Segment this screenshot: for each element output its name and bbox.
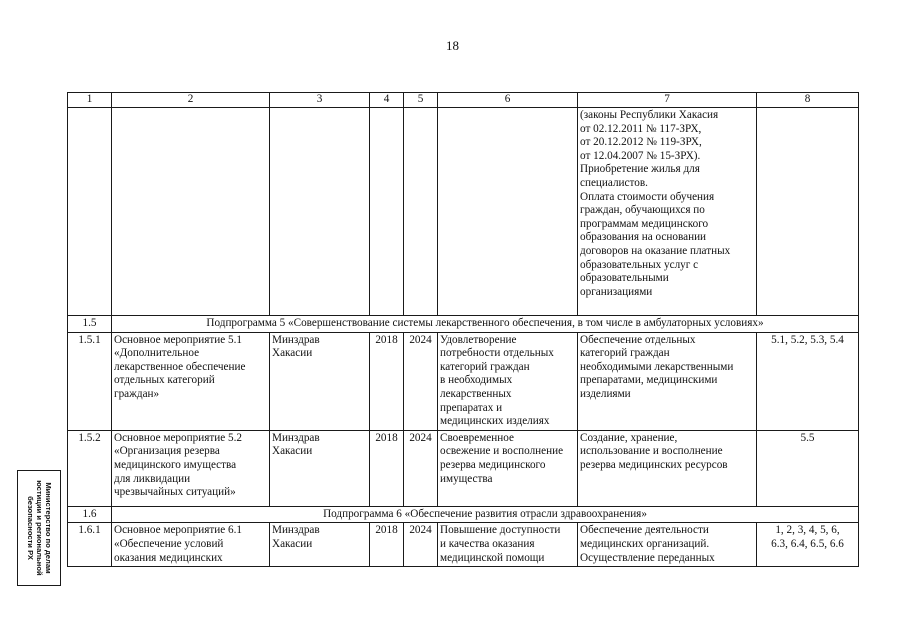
row-number: 1.5.1: [68, 332, 112, 430]
start-year: 2018: [370, 523, 404, 567]
measures-table: [67, 92, 859, 567]
end-year: 2024: [404, 430, 438, 506]
executor: Минздрав Хакасии: [272, 524, 320, 550]
stamp-text: Министерство по делам юстиции и региональной безопасности РХ: [25, 480, 53, 576]
indicator-links: 5.5: [757, 430, 859, 506]
indicator-links: 1, 2, 3, 4, 5, 6, 6.3, 6.4, 6.5, 6.6: [771, 524, 844, 550]
expected-result: Повышение доступности и качества оказания медицинской помощи: [440, 524, 561, 564]
column-number: 4: [370, 93, 404, 108]
subprogram-title: Подпрограмма 6 «Обеспечение развития отрасли здравоохранения»: [112, 506, 859, 523]
column-number: 6: [438, 93, 578, 108]
executor: Минздрав Хакасии: [272, 333, 320, 360]
column-number: 3: [270, 93, 370, 108]
end-year: 2024: [404, 332, 438, 430]
executor: Минздрав Хакасии: [272, 431, 320, 458]
row-number: 1.5.2: [68, 430, 112, 506]
indicator-links: 5.1, 5.2, 5.3, 5.4: [757, 332, 859, 430]
end-year: 2024: [404, 523, 438, 567]
subprogram-number: 1.6: [68, 506, 112, 523]
start-year: 2018: [370, 332, 404, 430]
main-directions: Создание, хранение, использование и восполнение резерва медицинских ресурсов: [580, 431, 728, 471]
subprogram-row: [68, 506, 859, 523]
event-name: Основное мероприятие 5.2 «Организация резерва медицинского имущества для ликвидации чрезвычайных ситуаций»: [114, 431, 242, 499]
subprogram-title: Подпрограмма 5 «Совершенствование системы лекарственного обеспечения, в том числе в амбулаторных условиях»: [112, 316, 859, 333]
start-year: 2018: [370, 430, 404, 506]
row-number: 1.6.1: [68, 523, 112, 567]
subprogram-number: 1.5: [68, 316, 112, 333]
column-number: 2: [112, 93, 270, 108]
column-number: 8: [757, 93, 859, 108]
page-number: 18: [446, 38, 459, 53]
table-row: [68, 430, 859, 506]
expected-result: Своевременное освежение и восполнение резерва медицинского имущества: [440, 431, 564, 485]
event-name: Основное мероприятие 5.1 «Дополнительное лекарственное обеспечение отдельных категорий граждан»: [114, 333, 246, 400]
subprogram-row: [68, 316, 859, 333]
column-number-row: [68, 93, 859, 108]
event-name: Основное мероприятие 6.1 «Обеспечение условий оказания медицинских: [114, 524, 242, 564]
table-row: [68, 523, 859, 567]
main-directions: Обеспечение деятельности медицинских организаций. Осуществление переданных: [580, 524, 715, 564]
column-number: 5: [404, 93, 438, 108]
registration-stamp: [17, 470, 61, 586]
table-row: [68, 332, 859, 430]
column-number: 7: [578, 93, 757, 108]
column-number: 1: [68, 93, 112, 108]
continuation-directions-text: (законы Республики Хакасия от 02.12.2011 № 117-ЗРХ, от 20.12.2012 № 119-ЗРХ, от 12.04.2007 № 15-ЗРХ). Приобретение жилья для специалистов. Оплата стоимости обучения граждан, обучающихся по программам медицинского образования на основании договоров на оказание платных образовательных услуг с образовательными организациями: [580, 109, 731, 298]
expected-result: Удовлетворение потребности отдельных категорий граждан в необходимых лекарственных препаратах и медицинских изделиях: [440, 333, 554, 428]
continuation-row: [68, 108, 859, 316]
main-directions: Обеспечение отдельных категорий граждан необходимыми лекарственными препаратами, медицинскими изделиями: [580, 333, 734, 400]
